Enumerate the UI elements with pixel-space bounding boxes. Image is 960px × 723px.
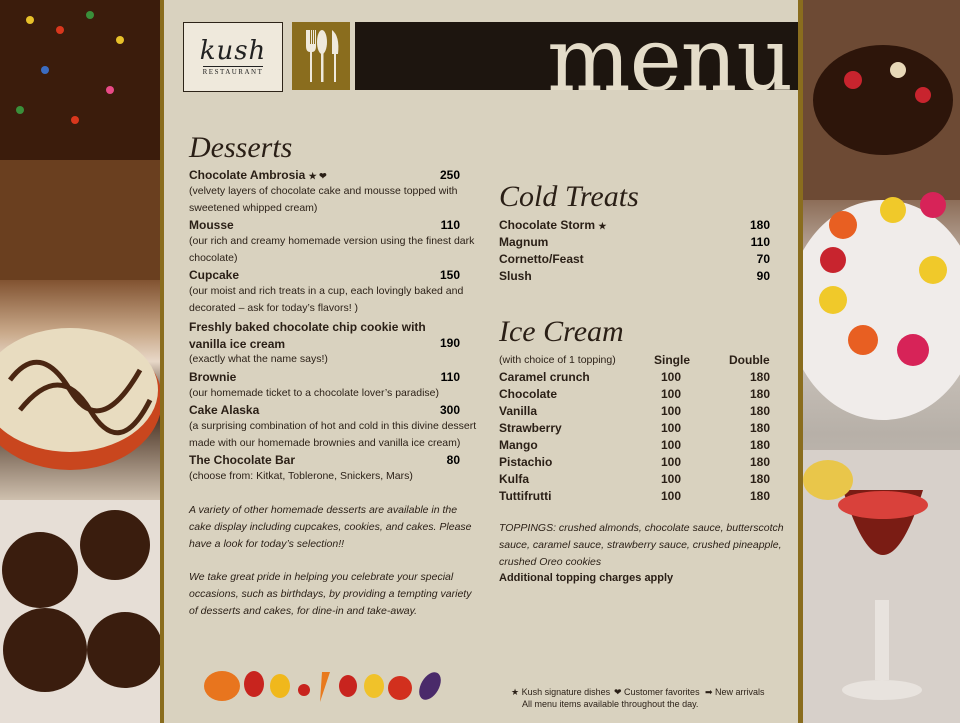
single-price: 100 <box>660 387 682 401</box>
single-price: 100 <box>660 370 682 384</box>
left-dessert-photos <box>0 0 160 723</box>
dessert-item-price: 80 <box>446 453 460 467</box>
ice-cream-heading: Ice Cream <box>499 315 624 348</box>
dessert-item-description: (exactly what the name says!) <box>189 353 328 365</box>
menu-title-bar <box>355 22 798 90</box>
left-gold-border <box>160 0 164 723</box>
restaurant-logo <box>183 22 283 92</box>
dessert-item-name: Cake Alaska <box>189 403 260 417</box>
additional-topping-note: Additional topping charges apply <box>499 572 674 584</box>
signature-favorite-marks: ★ ❤ <box>308 171 327 181</box>
ice-cream-flavor: Tuttifrutti <box>499 489 552 503</box>
toppings-list: TOPPINGS: crushed almonds, chocolate sauce, butterscotch sauce, caramel sauce, strawberry sauce, crushed pineapple, crushed Oreo cookies <box>499 522 784 568</box>
dessert-item-name: Chocolate Ambrosia ★ ❤ <box>189 168 327 182</box>
double-price: 180 <box>749 387 771 401</box>
desserts-note: A variety of other homemade desserts are available in the cake display including cupcakes, cookies, and cakes. Please have a look for today’s selection!! <box>189 504 472 550</box>
dessert-item-name: Mousse <box>189 218 234 232</box>
ice-cream-flavor: Caramel crunch <box>499 370 590 384</box>
dessert-item-name: The Chocolate Bar <box>189 453 296 467</box>
double-price: 180 <box>749 404 771 418</box>
dessert-item-name: Brownie <box>189 370 237 384</box>
dessert-item-name: Cupcake <box>189 268 240 282</box>
availability-footnote: All menu items available throughout the day. <box>522 699 699 709</box>
ice-cream-flavor: Mango <box>499 438 538 452</box>
cold-treat-name: Magnum <box>499 235 549 249</box>
single-price: 100 <box>660 472 682 486</box>
dessert-item-price: 300 <box>439 403 460 417</box>
dessert-item-description: (a surprising combination of hot and cold in this divine dessert made with our homemade brownies and vanilla ice cream) <box>189 420 477 449</box>
double-price: 180 <box>749 370 771 384</box>
single-price: 100 <box>660 404 682 418</box>
cutlery-icon <box>292 22 350 90</box>
double-price: 180 <box>749 421 771 435</box>
cold-treat-price: 70 <box>756 252 770 266</box>
dessert-item-description: (velvety layers of chocolate cake and mousse topped with sweetened whipped cream) <box>189 185 458 214</box>
dessert-collage-left <box>0 0 160 723</box>
single-column-header: Single <box>654 353 691 367</box>
dessert-item-description: (our moist and rich treats in a cup, each lovingly baked and decorated – ask for today’s flavors! ) <box>189 285 464 314</box>
logo-subtitle: RESTAURANT <box>202 68 264 76</box>
legend-new-arrivals: ➡ New arrivals <box>705 687 765 697</box>
dessert-item-description: (our rich and creamy homemade version using the finest dark chocolate) <box>189 235 475 264</box>
dessert-item-name: Freshly baked chocolate chip cookie with vanilla ice cream <box>189 320 426 351</box>
dessert-item-price: 110 <box>440 218 460 232</box>
right-dessert-photos <box>803 0 960 723</box>
single-price: 100 <box>660 438 682 452</box>
legend-signature: ★ Kush signature dishes <box>511 687 611 697</box>
ice-cream-subtitle: (with choice of 1 topping) <box>499 354 616 366</box>
single-price: 100 <box>660 489 682 503</box>
ice-cream-flavor: Kulfa <box>499 472 529 486</box>
dessert-item-price: 250 <box>439 168 460 182</box>
dessert-collage-right <box>803 0 960 723</box>
desserts-heading: Desserts <box>189 131 293 164</box>
ice-cream-flavor: Pistachio <box>499 455 553 469</box>
logo-wordmark: kush <box>199 36 267 66</box>
vegetables-illustration <box>200 664 450 704</box>
right-gold-border <box>798 0 803 723</box>
cold-treat-name: Slush <box>499 269 532 283</box>
ice-cream-flavor: Strawberry <box>499 421 562 435</box>
legend-favorites: ❤ Customer favorites <box>614 687 700 697</box>
cold-treat-name: Chocolate Storm ★ <box>499 218 607 232</box>
double-price: 180 <box>749 489 771 503</box>
dessert-item-price: 110 <box>440 370 460 384</box>
double-price: 180 <box>749 438 771 452</box>
cold-treats-heading: Cold Treats <box>499 180 639 213</box>
celebrations-note: We take great pride in helping you celebrate your special occasions, such as birthdays, by providing a tempting variety of desserts and cakes, for dine-in and take-away. <box>189 571 472 617</box>
double-price: 180 <box>749 472 771 486</box>
dessert-item-description: (choose from: Kitkat, Toblerone, Snickers, Mars) <box>189 470 413 482</box>
cold-treat-price: 180 <box>749 218 770 232</box>
double-column-header: Double <box>729 353 770 367</box>
menu-title: menu <box>547 22 792 90</box>
cold-treat-price: 90 <box>756 269 770 283</box>
dessert-item-description: (our homemade ticket to a chocolate lover’s paradise) <box>189 387 439 399</box>
cold-treat-name: Cornetto/Feast <box>499 252 584 266</box>
ice-cream-flavor: Chocolate <box>499 387 558 401</box>
ice-cream-flavor: Vanilla <box>499 404 538 418</box>
cutlery-panel <box>292 22 350 90</box>
single-price: 100 <box>660 455 682 469</box>
signature-mark: ★ <box>598 221 607 231</box>
dessert-item-price: 150 <box>439 268 460 282</box>
dessert-item-price: 190 <box>439 336 460 350</box>
double-price: 180 <box>749 455 771 469</box>
cold-treat-price: 110 <box>750 235 770 249</box>
single-price: 100 <box>660 421 682 435</box>
